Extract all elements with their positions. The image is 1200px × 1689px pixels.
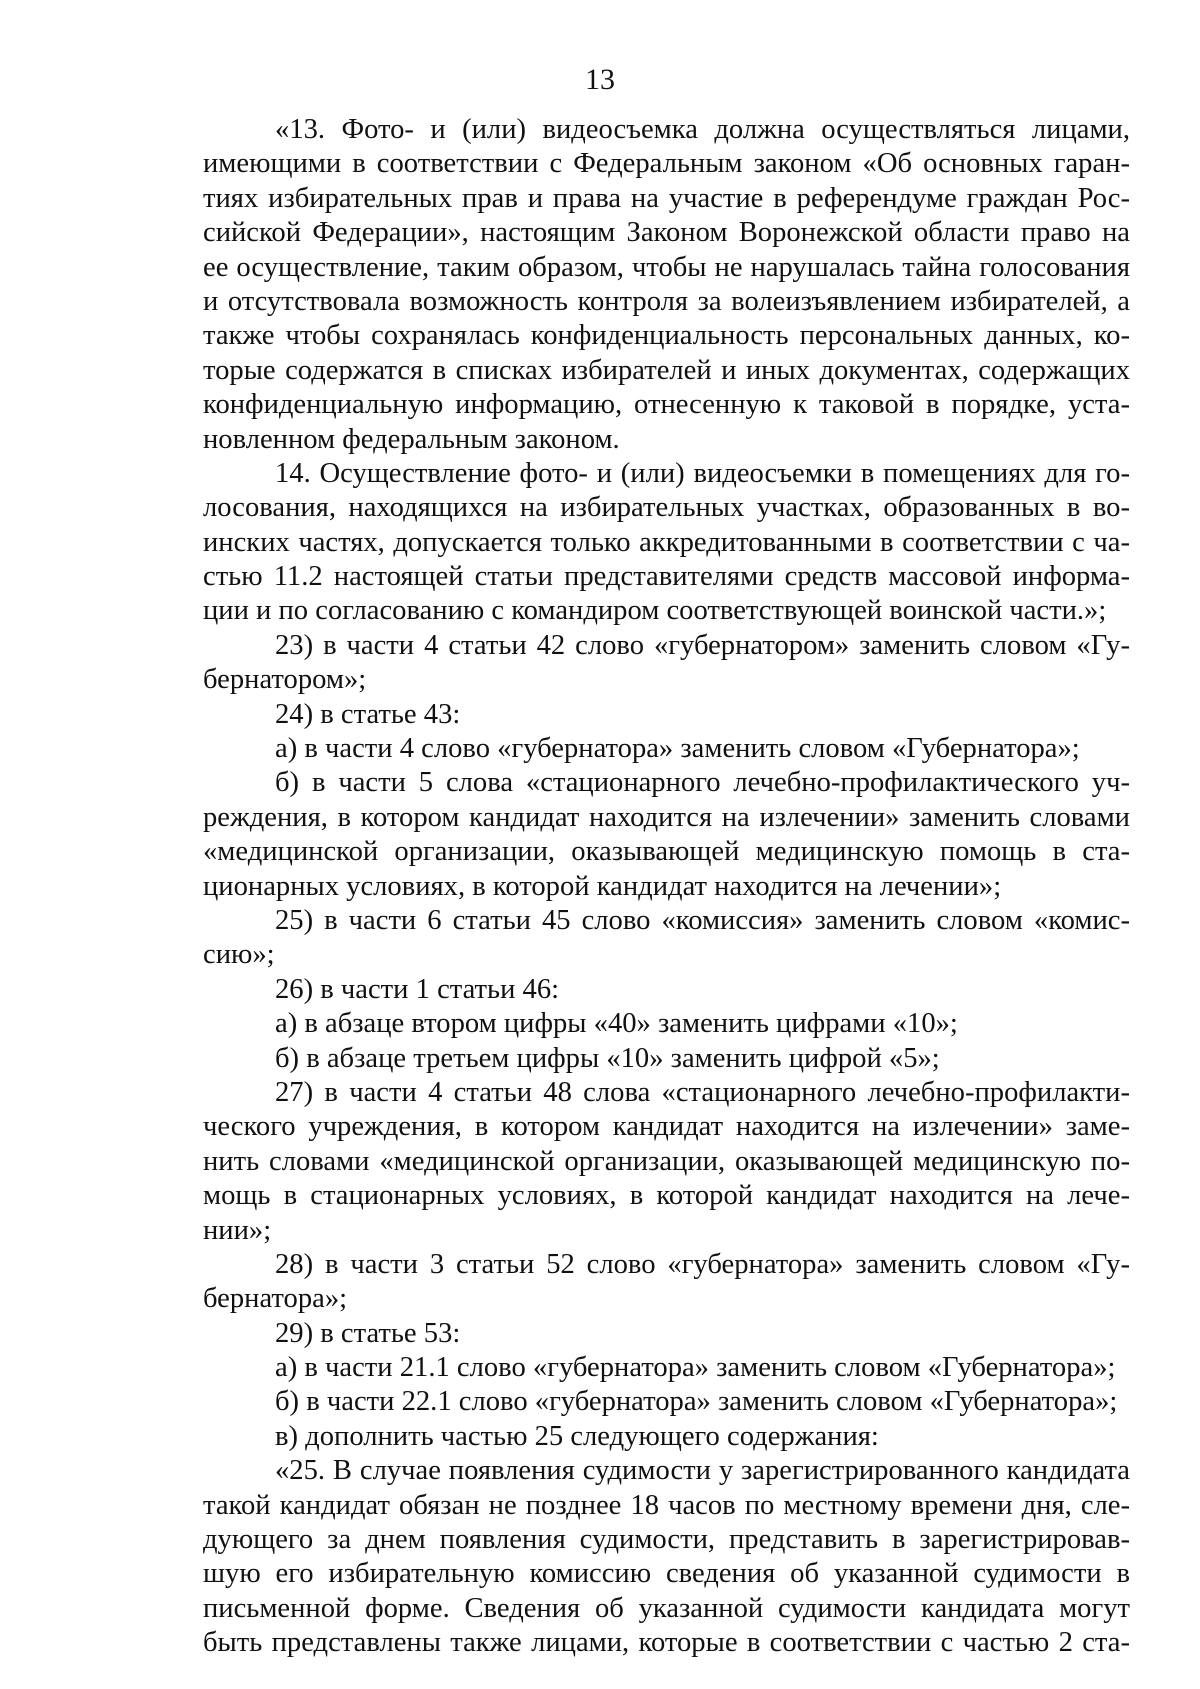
text-line: нии»; bbox=[203, 1214, 272, 1246]
text-line: также чтобы сохранялась конфиденциальность персональных данных, ко- bbox=[203, 320, 1130, 352]
text-line: ее осуществление, таким образом, чтобы не нарушалась тайна голосования bbox=[203, 251, 1130, 283]
text-line: стью 11.2 настоящей статьи представителями средств массовой информа- bbox=[203, 561, 1130, 593]
text-line: 24) в статье 43: bbox=[275, 698, 461, 730]
text-line: ционарных условиях, в которой кандидат находится на лечении»; bbox=[203, 870, 1002, 902]
page-number: 13 bbox=[585, 63, 615, 96]
text-line: 14. Осуществление фото- и (или) видеосъемки в помещениях для го- bbox=[275, 457, 1130, 489]
text-line: «25. В случае появления судимости у зарегистрированного кандидата bbox=[275, 1455, 1130, 1487]
text-line: реждения, в котором кандидат находится на излечении» заменить словами bbox=[203, 801, 1130, 833]
text-line: «13. Фото- и (или) видеосъемка должна осуществляться лицами, bbox=[275, 114, 1130, 145]
text-line: в) дополнить частью 25 следующего содержания: bbox=[275, 1420, 879, 1452]
text-line: а) в части 4 слово «губернатора» заменить словом «Губернатора»; bbox=[275, 733, 1080, 765]
text-line: конфиденциальную информацию, отнесенную к таковой в порядке, уста- bbox=[203, 389, 1130, 421]
text-line: шую его избирательную комиссию сведения об указанной судимости в bbox=[203, 1558, 1130, 1590]
text-line: б) в абзаце третьем цифры «10» заменить цифрой «5»; bbox=[275, 1042, 940, 1074]
text-line: письменной форме. Сведения об указанной судимости кандидата могут bbox=[203, 1592, 1130, 1624]
text-line: новленном федеральным законом. bbox=[203, 423, 620, 455]
text-line: нить словами «медицинской организации, оказывающей медицинскую по- bbox=[203, 1145, 1130, 1177]
text-line: бернатором»; bbox=[203, 664, 367, 696]
text-line: сию»; bbox=[203, 939, 275, 971]
text-line: б) в части 22.1 слово «губернатора» заменить словом «Губернатора»; bbox=[275, 1386, 1118, 1418]
text-line: сийской Федерации», настоящим Законом Воронежской области право на bbox=[203, 217, 1130, 249]
text-line: дующего за днем появления судимости, представить в зарегистрировав- bbox=[203, 1524, 1130, 1556]
text-line: 27) в части 4 статьи 48 слова «стационарного лечебно-профилакти- bbox=[275, 1076, 1130, 1108]
text-line: бернатора»; bbox=[203, 1283, 348, 1315]
text-line: ции и по согласованию с командиром соответствующей воинской части.»; bbox=[203, 595, 1107, 627]
text-line: «медицинской организации, оказывающей медицинскую помощь в ста- bbox=[203, 836, 1130, 868]
document-body bbox=[203, 113, 1130, 1661]
text-line: быть представлены также лицами, которые в соответствии с частью 2 ста- bbox=[203, 1627, 1130, 1659]
text-line: а) в части 21.1 слово «губернатора» заменить словом «Губернатора»; bbox=[275, 1352, 1116, 1384]
text-line: б) в части 5 слова «стационарного лечебно-профилактического уч- bbox=[275, 767, 1130, 799]
text-line: 25) в части 6 статьи 45 слово «комиссия» заменить словом «комис- bbox=[275, 904, 1130, 936]
text-line: лосования, находящихся на избирательных участках, образованных в во- bbox=[203, 492, 1130, 524]
text-line: 23) в части 4 статьи 42 слово «губернатором» заменить словом «Гу- bbox=[275, 629, 1130, 661]
text-line: тиях избирательных прав и права на участие в референдуме граждан Рос- bbox=[203, 182, 1130, 214]
text-line: а) в абзаце втором цифры «40» заменить цифрами «10»; bbox=[275, 1008, 958, 1040]
text-line: ческого учреждения, в котором кандидат находится на излечении» заме- bbox=[203, 1111, 1130, 1143]
text-line: 29) в статье 53: bbox=[275, 1317, 461, 1349]
text-line: и отсутствовала возможность контроля за волеизъявлением избирателей, а bbox=[203, 285, 1130, 317]
text-line: торые содержатся в списках избирателей и иных документах, содержащих bbox=[203, 354, 1130, 386]
text-line: имеющими в соответствии с Федеральным законом «Об основных гаран- bbox=[203, 148, 1130, 180]
text-line: 28) в части 3 статьи 52 слово «губернатора» заменить словом «Гу- bbox=[275, 1248, 1130, 1280]
text-line: мощь в стационарных условиях, в которой кандидат находится на лече- bbox=[203, 1180, 1130, 1212]
text-line: 26) в части 1 статьи 46: bbox=[275, 973, 560, 1005]
text-line: инских частях, допускается только аккредитованными в соответствии с ча- bbox=[203, 526, 1130, 558]
text-line: такой кандидат обязан не позднее 18 часов по местному времени дня, сле- bbox=[203, 1489, 1130, 1521]
